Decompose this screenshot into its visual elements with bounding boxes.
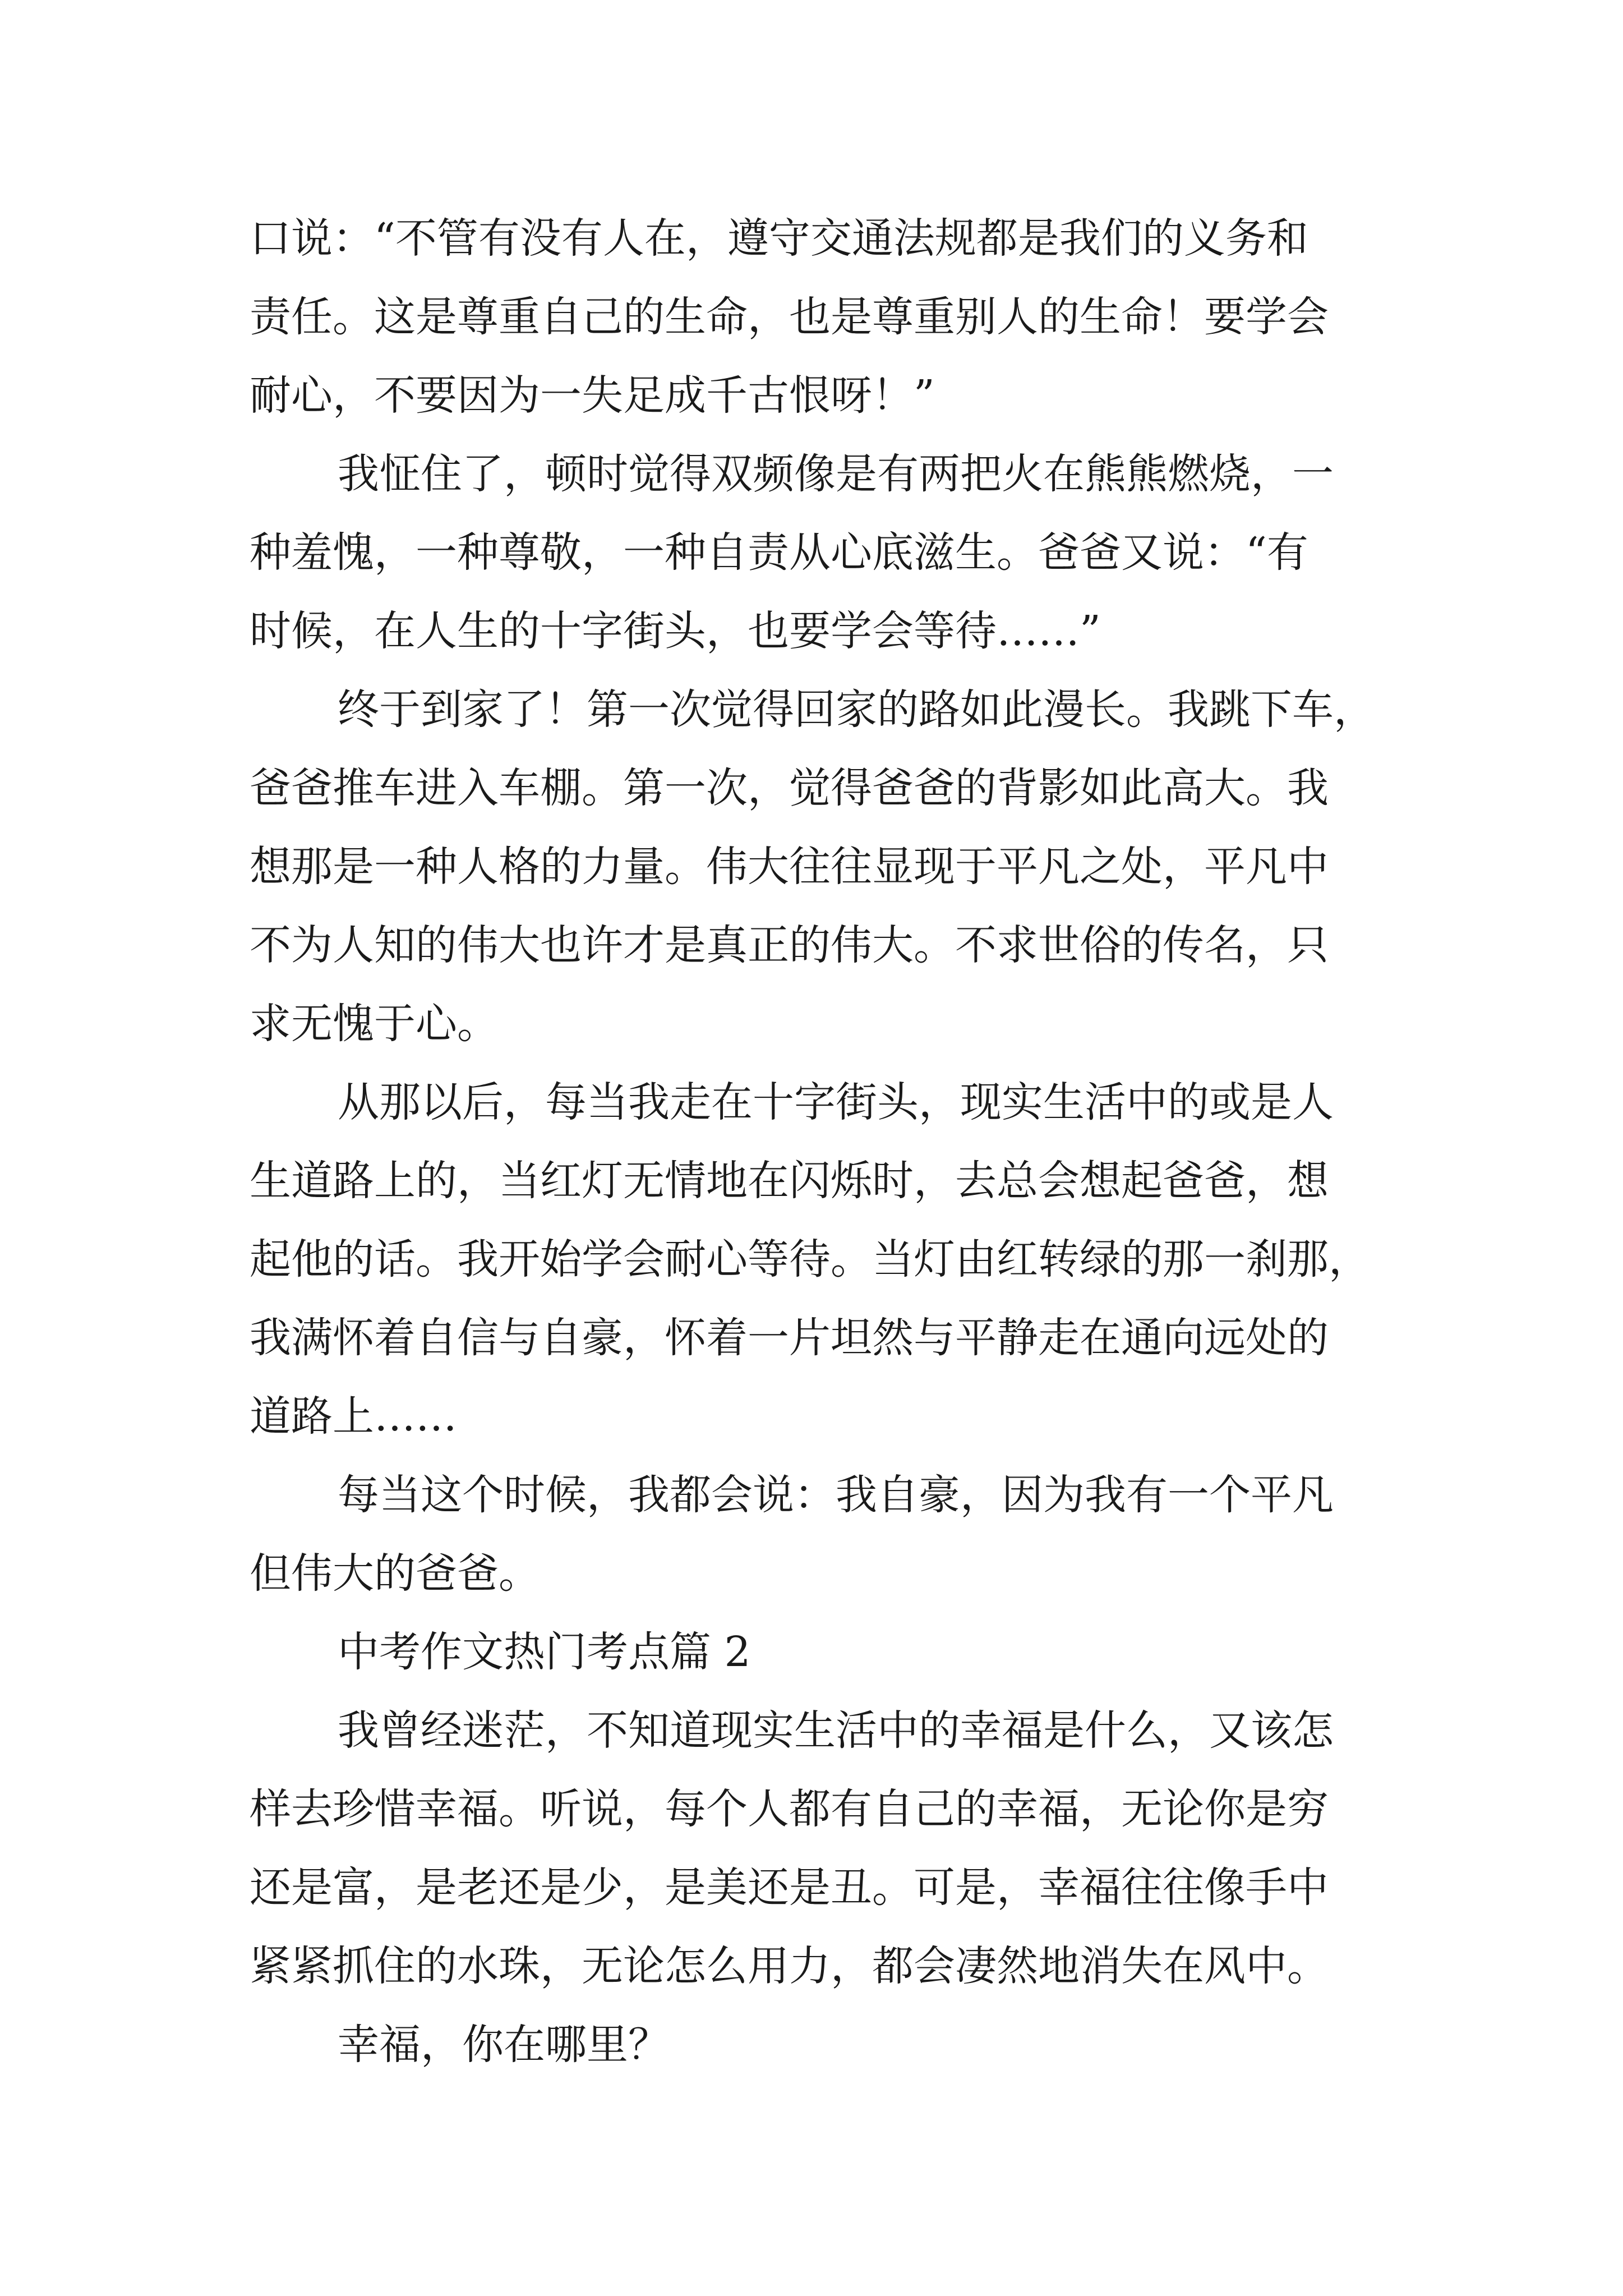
text-line: 我满怀着自信与自豪，怀着一片坦然与平静走在通向远处的 <box>250 1314 1329 1362</box>
text-line: 样去珍惜幸福。听说，每个人都有自己的幸福，无论你是穷 <box>250 1785 1329 1833</box>
paragraph-first-line: 每当这个时候，我都会说：我自豪，因为我有一个平凡 <box>338 1471 1334 1519</box>
text-line: 责任。这是尊重自己的生命，也是尊重别人的生命！要学会 <box>250 293 1329 341</box>
text-line: 不为人知的伟大也许才是真正的伟大。不求世俗的传名，只 <box>250 921 1329 969</box>
text-line: 起他的话。我开始学会耐心等待。当灯由红转绿的那一刹那， <box>250 1235 1370 1283</box>
text-line: 生道路上的，当红灯无情地在闪烁时，去总会想起爸爸，想 <box>250 1157 1329 1205</box>
paragraph-first-line: 我曾经迷茫，不知道现实生活中的幸福是什么，又该怎 <box>338 1706 1334 1755</box>
paragraph-first-line: 我怔住了，顿时觉得双频像是有两把火在熊熊燃烧，一 <box>338 450 1334 498</box>
paragraph-first-line: 终于到家了！第一次觉得回家的路如此漫长。我跳下车， <box>338 685 1375 734</box>
text-line: 口说：“不管有没有人在，遵守交通法规都是我们的义务和 <box>250 214 1308 263</box>
text-line: 耐心，不要因为一失足成千古恨呀！” <box>250 371 935 420</box>
text-line: 想那是一种人格的力量。伟大往往显现于平凡之处，平凡中 <box>250 843 1329 891</box>
text-line: 求无愧于心。 <box>250 1000 499 1048</box>
text-line: 爸爸推车进入车棚。第一次，觉得爸爸的背影如此高大。我 <box>250 764 1329 812</box>
text-line: 但伟大的爸爸。 <box>250 1549 540 1598</box>
section-heading: 中考作文热门考点篇 2 <box>338 1628 751 1676</box>
text-line: 紧紧抓住的水珠，无论怎么用力，都会凄然地消失在风中。 <box>250 1942 1329 1990</box>
text-line: 时候，在人生的十字街头，也要学会等待……” <box>250 607 1101 655</box>
paragraph-first-line: 从那以后，每当我走在十字街头，现实生活中的或是人 <box>338 1078 1334 1126</box>
text-line: 还是富，是老还是少，是美还是丑。可是，幸福往往像手中 <box>250 1864 1329 1912</box>
paragraph-first-line: 幸福，你在哪里？ <box>338 2021 670 2069</box>
text-line: 道路上…… <box>250 1392 457 1441</box>
text-line: 种羞愧，一种尊敬，一种自责从心底滋生。爸爸又说：“有 <box>250 528 1308 577</box>
